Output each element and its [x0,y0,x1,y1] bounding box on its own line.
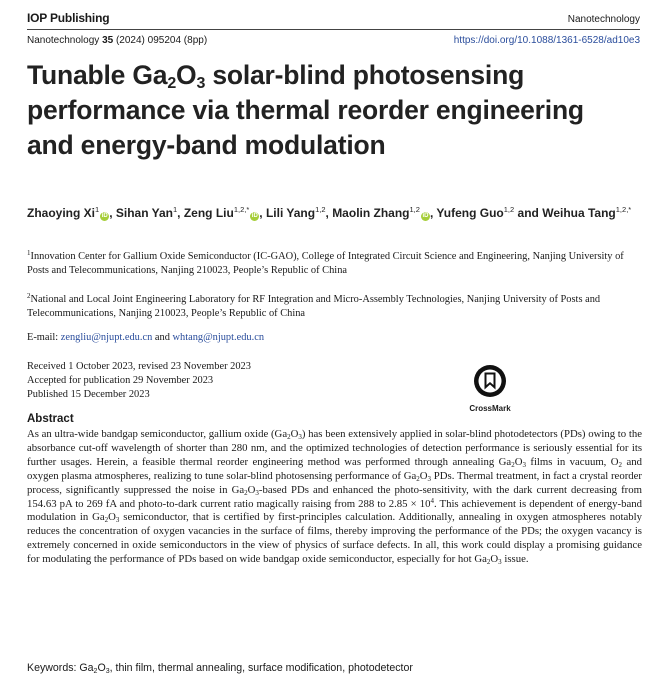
published-date: Published 15 December 2023 [27,389,150,400]
orcid-icon[interactable]: iD [422,213,429,219]
email-label: E-mail: [27,332,61,343]
author-name: Zeng Liu$^{1,2,*}$iD [183,205,258,220]
journal-name: Nanotechnology [567,14,640,25]
publisher-logo [27,11,109,25]
title-line3: and energy-band modulation [27,130,386,160]
crossmark-bookmark-icon [473,364,507,398]
crossmark-badge[interactable] [462,364,518,413]
doi-link[interactable]: https://doi.org/10.1088/1361-6528/ad10e3 [453,35,640,46]
citation [27,35,207,46]
author-list: Zhaoying Xi$^1$iD , Sihan Yan$^1$, Zeng Liu$^{1,2,*}$iD , Lili Yang$^{1,2}$, Maolin Zhang$^{1,2}$iD , Yufeng Guo$^{1,2}$ and Weihua Tang$^{1,2,*}$ [27,205,632,220]
publisher-iop: IOP [27,11,47,25]
author-name: Weihua Tang$^{1,2,*}$ [542,205,632,220]
abstract-heading: Abstract [27,413,74,425]
author-name: Lili Yang$^{1,2}$ [265,205,326,220]
keywords: Keywords: $Ga_2O_3$, thin film, thermal annealing, surface modification, photodetector [27,662,413,675]
author-name: Zhaoying Xi$^1$iD [27,205,108,220]
author-name: Maolin Zhang$^{1,2}$iD [332,205,429,220]
email-link-1[interactable]: zengliu@njupt.edu.cn [60,332,153,343]
title-line1: Tunable $Ga_2O_3$ solar-blind photosensing [27,60,525,92]
affiliation-2: $^2$National and Local Joint Engineering Laboratory for RF Integration and Micro-Assembly Technologies, Nanjing University of Posts and Telecommunications, Nanjing 210023, People’s Republic of China [27,292,601,319]
author-name: Sihan Yan$^1$ [115,205,178,220]
received-date: Received 1 October 2023, revised 23 November 2023 [27,361,251,372]
abstract-body: As an ultra-wide bandgap semiconductor, gallium oxide $(Ga_2O_3)$ has been extensively applied in solar-blind photodetectors (PDs) owing to the absorbance cut-off wavelength of shorter than 280 nm, and the optimized technologies of detection performance is seriously essential for its further usages. Herein, a feasible thermal reorder engineering method was performed through annealing $Ga_2O_3$ films in vacuum, $O_2$ and oxygen plasma atmospheres, realizing to tune solar-blind photosensing performance of $Ga_2O_3$ PDs. Thermal treatment, in fact a crystal reorder process, significantly suppressed the noise in $Ga_2O_3$-based PDs and enhanced the photo-sensitivity, with the dark current decreasing from 154.63 pA to 269 fA and photo-to-dark current ratio magically raising from 288 to $2.85 \times 10^4$. This achievement is dependent of energy-band modulation in $Ga_2O_3$ semiconductor, that is certified by first-principles calculation. Additionally, annealing in oxygen atmospheres notably reduces the concentration of oxygen vacancies in the surface of films, thereby improving the performance of the PDs; the oxygen vacancy is extremely concerned in oxide semiconductors in the view of physics of surface defects. In all, this work could display a promising guidance for modulating the performance of PDs based on wide bandgap oxide semiconductor, especially for hot $Ga_2O_3$ issue. [27,428,643,567]
orcid-icon[interactable]: iD [101,213,108,219]
article-title [27,58,647,163]
author-name: Yufeng Guo$^{1,2}$ [436,205,515,220]
publication-dates [27,360,251,402]
citation-journal: Nanotechnology [27,35,100,46]
orcid-icon[interactable]: iD [251,213,258,219]
citation-details: (2024) 095204 (8pp) [115,35,208,46]
crossmark-label: CrossMark [469,404,511,413]
email-line: E-mail: zengliu@njupt.edu.cn and whtang@njupt.edu.cn [27,332,265,343]
title-line2: performance via thermal reorder engineering [27,95,584,125]
email-link-2[interactable]: whtang@njupt.edu.cn [172,332,265,343]
citation-volume: 35 [102,35,114,46]
accepted-date: Accepted for publication 29 November 2023 [27,375,214,386]
publisher-name: Publishing [50,11,110,25]
affiliation-1: $^1$Innovation Center for Gallium Oxide Semiconductor (IC-GAO), College of Integrated Circuit Science and Engineering, Nanjing University of Posts and Telecommunications, Nanjing 210023, People’s Republic of China [27,249,624,276]
header-rule [27,29,640,30]
